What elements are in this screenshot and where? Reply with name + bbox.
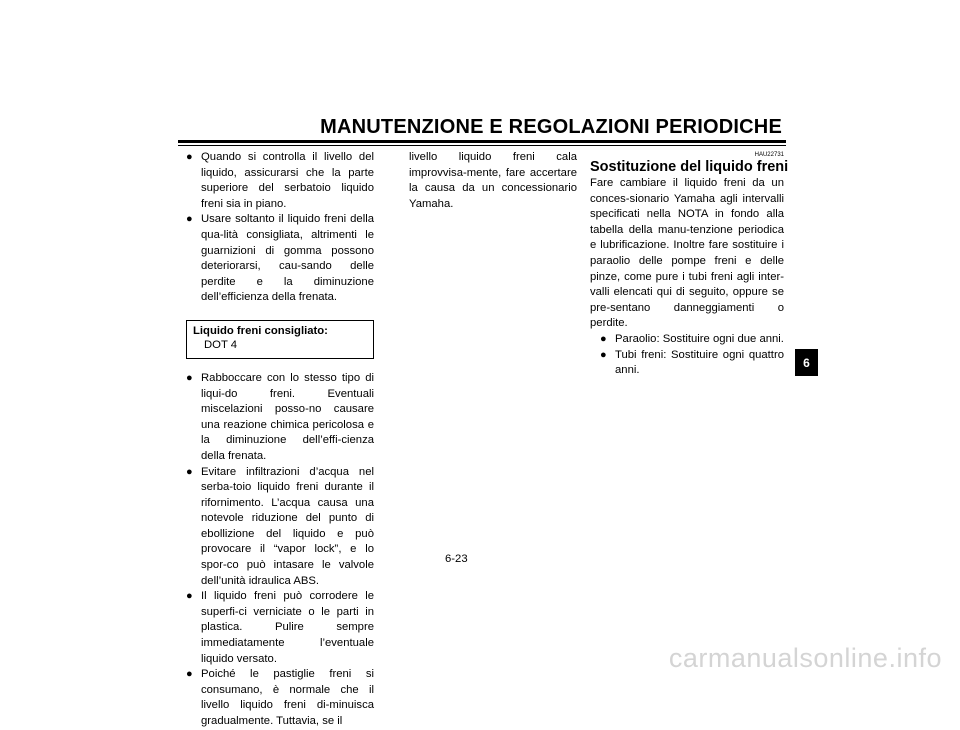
bullet-item — [186, 589, 374, 667]
bullet-dot-icon: ● — [600, 332, 607, 345]
spec-value: DOT 4 — [204, 338, 238, 351]
section-heading: Sostituzione del liquido freni — [590, 159, 789, 175]
bullet-text: Paraolio: Sostituire ogni due anni. — [615, 332, 784, 345]
bullet-dot-icon: ● — [186, 668, 193, 681]
section-code: HAU22731 — [754, 152, 784, 158]
bullet-dot-icon: ● — [186, 213, 193, 226]
section-body: Fare cambiare il liquido freni da un conces-sionario Yamaha agli intervalli specificati nella NOTA in fondo alla tabella della manu-tenzione periodica e lubrificazione. Inoltre fare sostituire i paraolio delle pompe freni e delle pinze, come pure i tubi freni agli inter-valli elencati qui di seguito, oppure se pre-sentano danneggiamenti o perdite. — [590, 177, 784, 330]
bullet-dot-icon: ● — [186, 371, 193, 384]
bullet-item — [600, 332, 784, 348]
column-middle — [409, 150, 577, 212]
bullet-dot-icon: ● — [186, 465, 193, 478]
column-left — [186, 150, 374, 730]
title-rule-thin — [178, 145, 786, 146]
title-rule-thick — [178, 140, 786, 143]
bullet-item — [600, 348, 784, 379]
bullet-dot-icon: ● — [186, 151, 193, 163]
bullet-text: Evitare infiltrazioni d’acqua nel serba-toio liquido freni durante il rifornimento. L’acqua causa una notevole riduzione del punto di ebollizione del liquido e può provocare il “vapor lock”, e lo spor-co può intasare le valvole dell’unità idraulica ABS. — [201, 465, 374, 587]
bullet-text: Usare soltanto il liquido freni della qua-lità consigliata, altrimenti le guarnizioni di gomma possono deteriorarsi, cau-sando delle perdite e la diminuzione dell’efficienza della frenata. — [201, 213, 374, 304]
page-title: MANUTENZIONE E REGOLAZIONI PERIODICHE — [320, 116, 782, 138]
page-number: 6-23 — [445, 553, 468, 565]
bullet-text: Rabboccare con lo stesso tipo di liqui-do freni. Eventuali miscelazioni posso-no causare una reazione chimica pericolosa e la diminuzione dell’effi-cienza della frenata. — [201, 371, 374, 462]
bullet-text: Tubi freni: Sostituire ogni quattro anni. — [615, 348, 784, 377]
bullet-item — [186, 212, 374, 306]
sub-bullets — [590, 332, 784, 379]
bullet-item — [186, 465, 374, 590]
bullet-text: Poiché le pastiglie freni si consumano, è normale che il livello liquido freni di-minuisca gradualmente. Tuttavia, se il — [201, 668, 374, 727]
spec-label: Liquido freni consigliato: — [193, 324, 328, 337]
bullet-text: Il liquido freni può corrodere le superfi-ci verniciate o le parti in plastica. Pulire sempre immediatamente l’eventuale liquido versato. — [201, 590, 374, 665]
bullet-dot-icon: ● — [186, 590, 193, 603]
column-right — [590, 150, 789, 379]
bullet-text: Quando si controlla il livello del liquido, assicurarsi che la parte superiore del serbatoio liquido freni sia in piano. — [201, 151, 374, 210]
bullet-item — [186, 667, 374, 729]
bullet-item — [186, 150, 374, 212]
watermark: carmanualsonline.info — [668, 643, 942, 673]
spec-box — [186, 320, 374, 359]
bullet-dot-icon: ● — [600, 348, 607, 361]
continued-paragraph: livello liquido freni cala improvvisa-mente, fare accertare la causa da un concessionario Yamaha. — [409, 151, 577, 210]
chapter-tab: 6 — [795, 349, 818, 376]
bullet-item — [186, 371, 374, 465]
